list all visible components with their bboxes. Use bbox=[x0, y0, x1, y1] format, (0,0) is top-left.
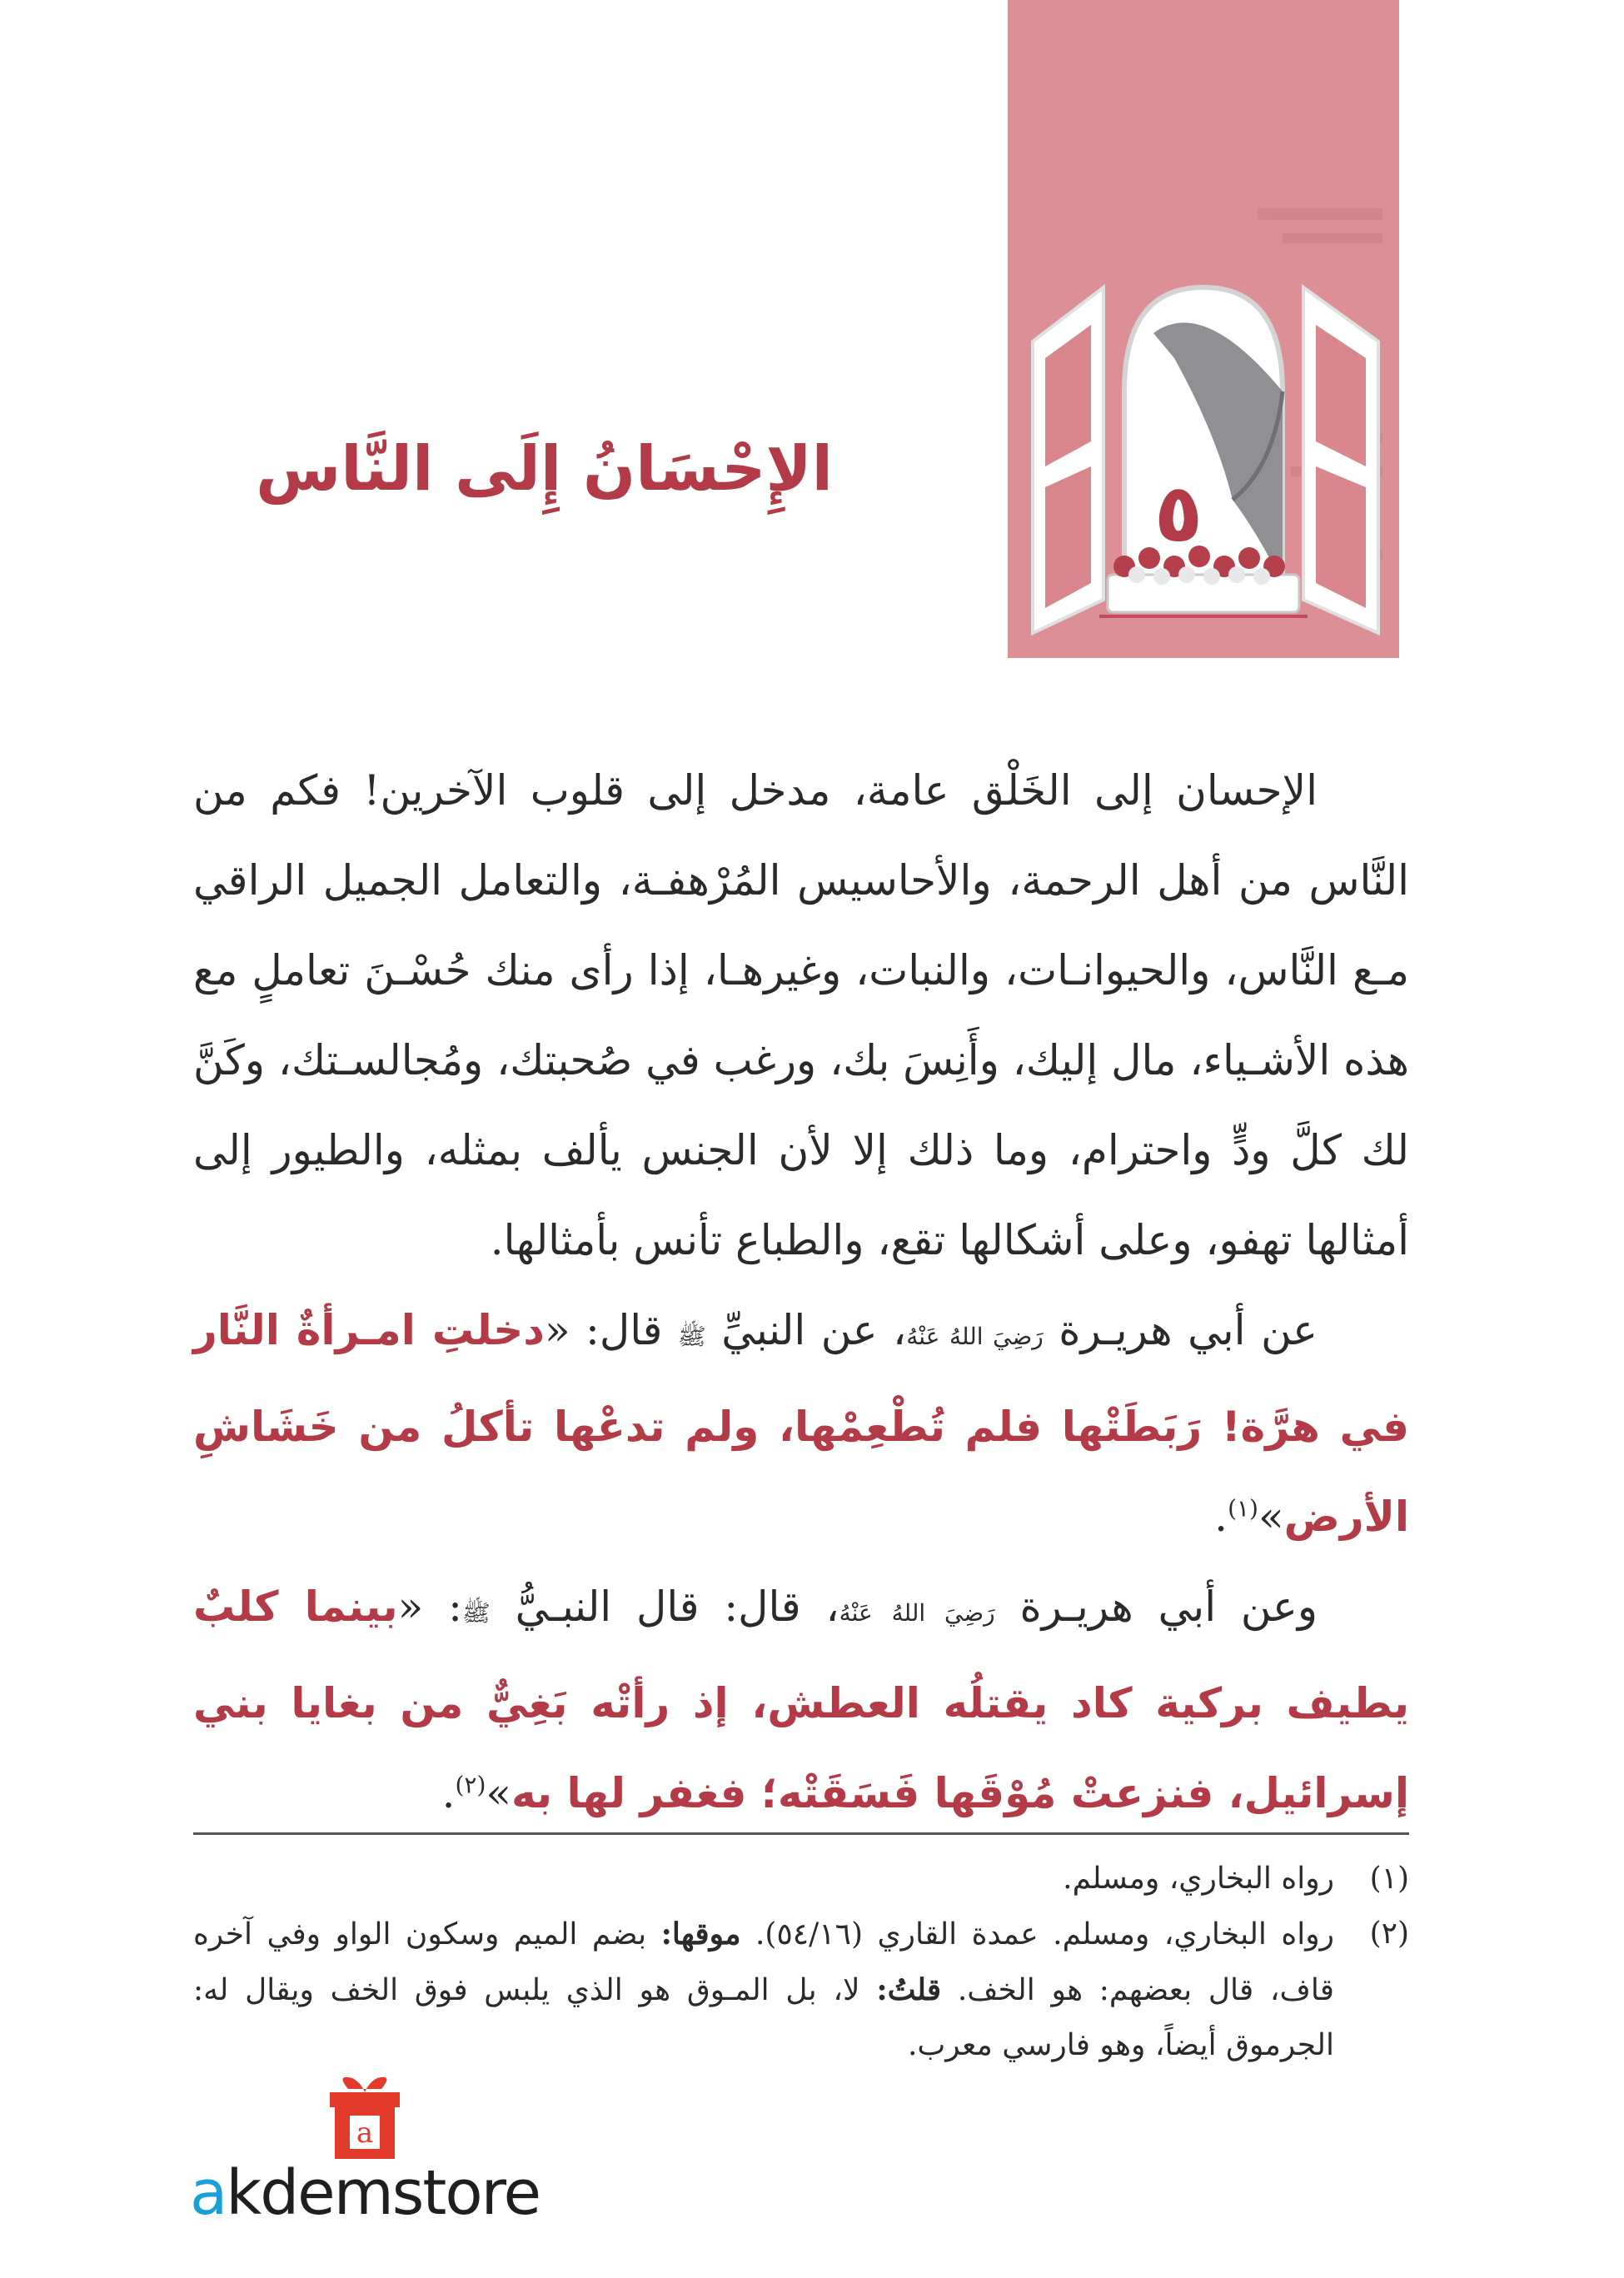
footnote-ref-1: (١) bbox=[1228, 1494, 1258, 1523]
hadith-1-end: » bbox=[1258, 1493, 1284, 1541]
chapter-title: الإِحْسَانُ إِلَى النَّاس bbox=[256, 433, 833, 505]
footnote-1 bbox=[193, 1852, 1409, 1907]
hadith-1 bbox=[193, 1285, 1409, 1562]
chapter-number: ٥ bbox=[1153, 466, 1203, 560]
footnote-text-part: بضم الميم وسكون الواو وفي آخره قاف، قال بعضهم: هو الخف. bbox=[193, 1917, 1335, 2007]
hadith-2-end: » bbox=[486, 1769, 511, 1817]
footnote-text-part: لا، بل المـوق هو الذي يلبس فوق الخف ويقال له: الجرموق أيضاً، وهو فارسي معرب. bbox=[193, 1973, 1334, 2062]
logo-wordmark bbox=[190, 2157, 540, 2229]
footnote-term: موقها: bbox=[660, 1917, 741, 1952]
paragraph-intro: الإحسان إلى الخَلْق عامة، مدخل إلى قلوب الآخرين! فكم من النَّاس من أهل الرحمة، والأحاسيس المُرْهفـة، والتعامل الجميل الراقي مـع النَّاس، والحيوانـات، والنبات، وغيرهـا، إذا رأى منك حُسْـنَ تعاملٍ مع هذه الأشـياء، مال إليك، وأَنِسَ بك، ورغب في صُحبتك، ومُجالسـتك، وكَنَّ لك كلَّ ودٍّ واحترام، وما ذلك إلا لأن الجنس يألف بمثله، والطيور إلى أمثالها تهفو، وعلى أشكالها تقع، والطباع تأنس بأمثالها. bbox=[193, 766, 1409, 1264]
gift-box-icon bbox=[315, 2074, 415, 2166]
hadith-2-mid: ، قال: قال النبـيُّ bbox=[490, 1583, 839, 1631]
hadith-2-said: : « bbox=[397, 1583, 462, 1631]
hadith-1-quote: دخلتِ امـرأةٌ النَّار في هرَّة! رَبَطَتْها فلم تُطْعِمْها، ولم تدعْها تأكلُ من خَشَاشِ الأرض bbox=[193, 1306, 1409, 1541]
honorific: رَضِيَ اللهُ عَنْهُ bbox=[906, 1323, 1044, 1350]
footnotes bbox=[193, 1832, 1409, 2073]
body-text bbox=[193, 745, 1409, 1838]
hadith-2-quote: بينما كلبٌ يطيف بركية كاد يقتلُه العطش، إذ رأتْه بَغِيٌّ من بغايا بني إسرائيل، فنزعتْ مُوْقَها فَسَقَتْه؛ فغفر لها به bbox=[193, 1583, 1409, 1817]
svg-text:a: a bbox=[356, 2116, 374, 2150]
footnote-2 bbox=[193, 1907, 1409, 2073]
hadith-2-intro: وعن أبي هريـرة bbox=[994, 1583, 1318, 1631]
logo-name: kdemstore bbox=[226, 2157, 540, 2229]
hadith-1-dot: . bbox=[1214, 1493, 1228, 1541]
footnote-term: قلتُ: bbox=[876, 1972, 942, 2007]
footnote-text bbox=[193, 1907, 1334, 2073]
honorific: ﷺ bbox=[677, 1323, 706, 1350]
logo-letter-a: a bbox=[190, 2157, 227, 2229]
hadith-2-dot: . bbox=[441, 1769, 456, 1817]
akdemstore-logo bbox=[190, 2074, 565, 2229]
hadith-1-mid: ، عن النبيِّ bbox=[705, 1306, 907, 1354]
hadith-1-said: قال: « bbox=[544, 1306, 678, 1354]
footnote-number: (١) bbox=[1369, 1862, 1409, 1896]
honorific: رَضِيَ اللهُ عَنْهُ bbox=[839, 1599, 995, 1627]
footnote-text-part: رواه البخاري، ومسلم. عمدة القاري (٥٤/١٦). bbox=[740, 1917, 1335, 1952]
footnote-number: (٢) bbox=[1369, 1917, 1409, 1951]
honorific: ﷺ bbox=[461, 1599, 491, 1627]
hadith-2 bbox=[193, 1562, 1409, 1838]
footnote-text: رواه البخاري، ومسلم. bbox=[1063, 1862, 1334, 1896]
footnote-ref-2: (٢) bbox=[455, 1771, 486, 1799]
hadith-1-intro: عن أبي هريـرة bbox=[1043, 1306, 1318, 1354]
